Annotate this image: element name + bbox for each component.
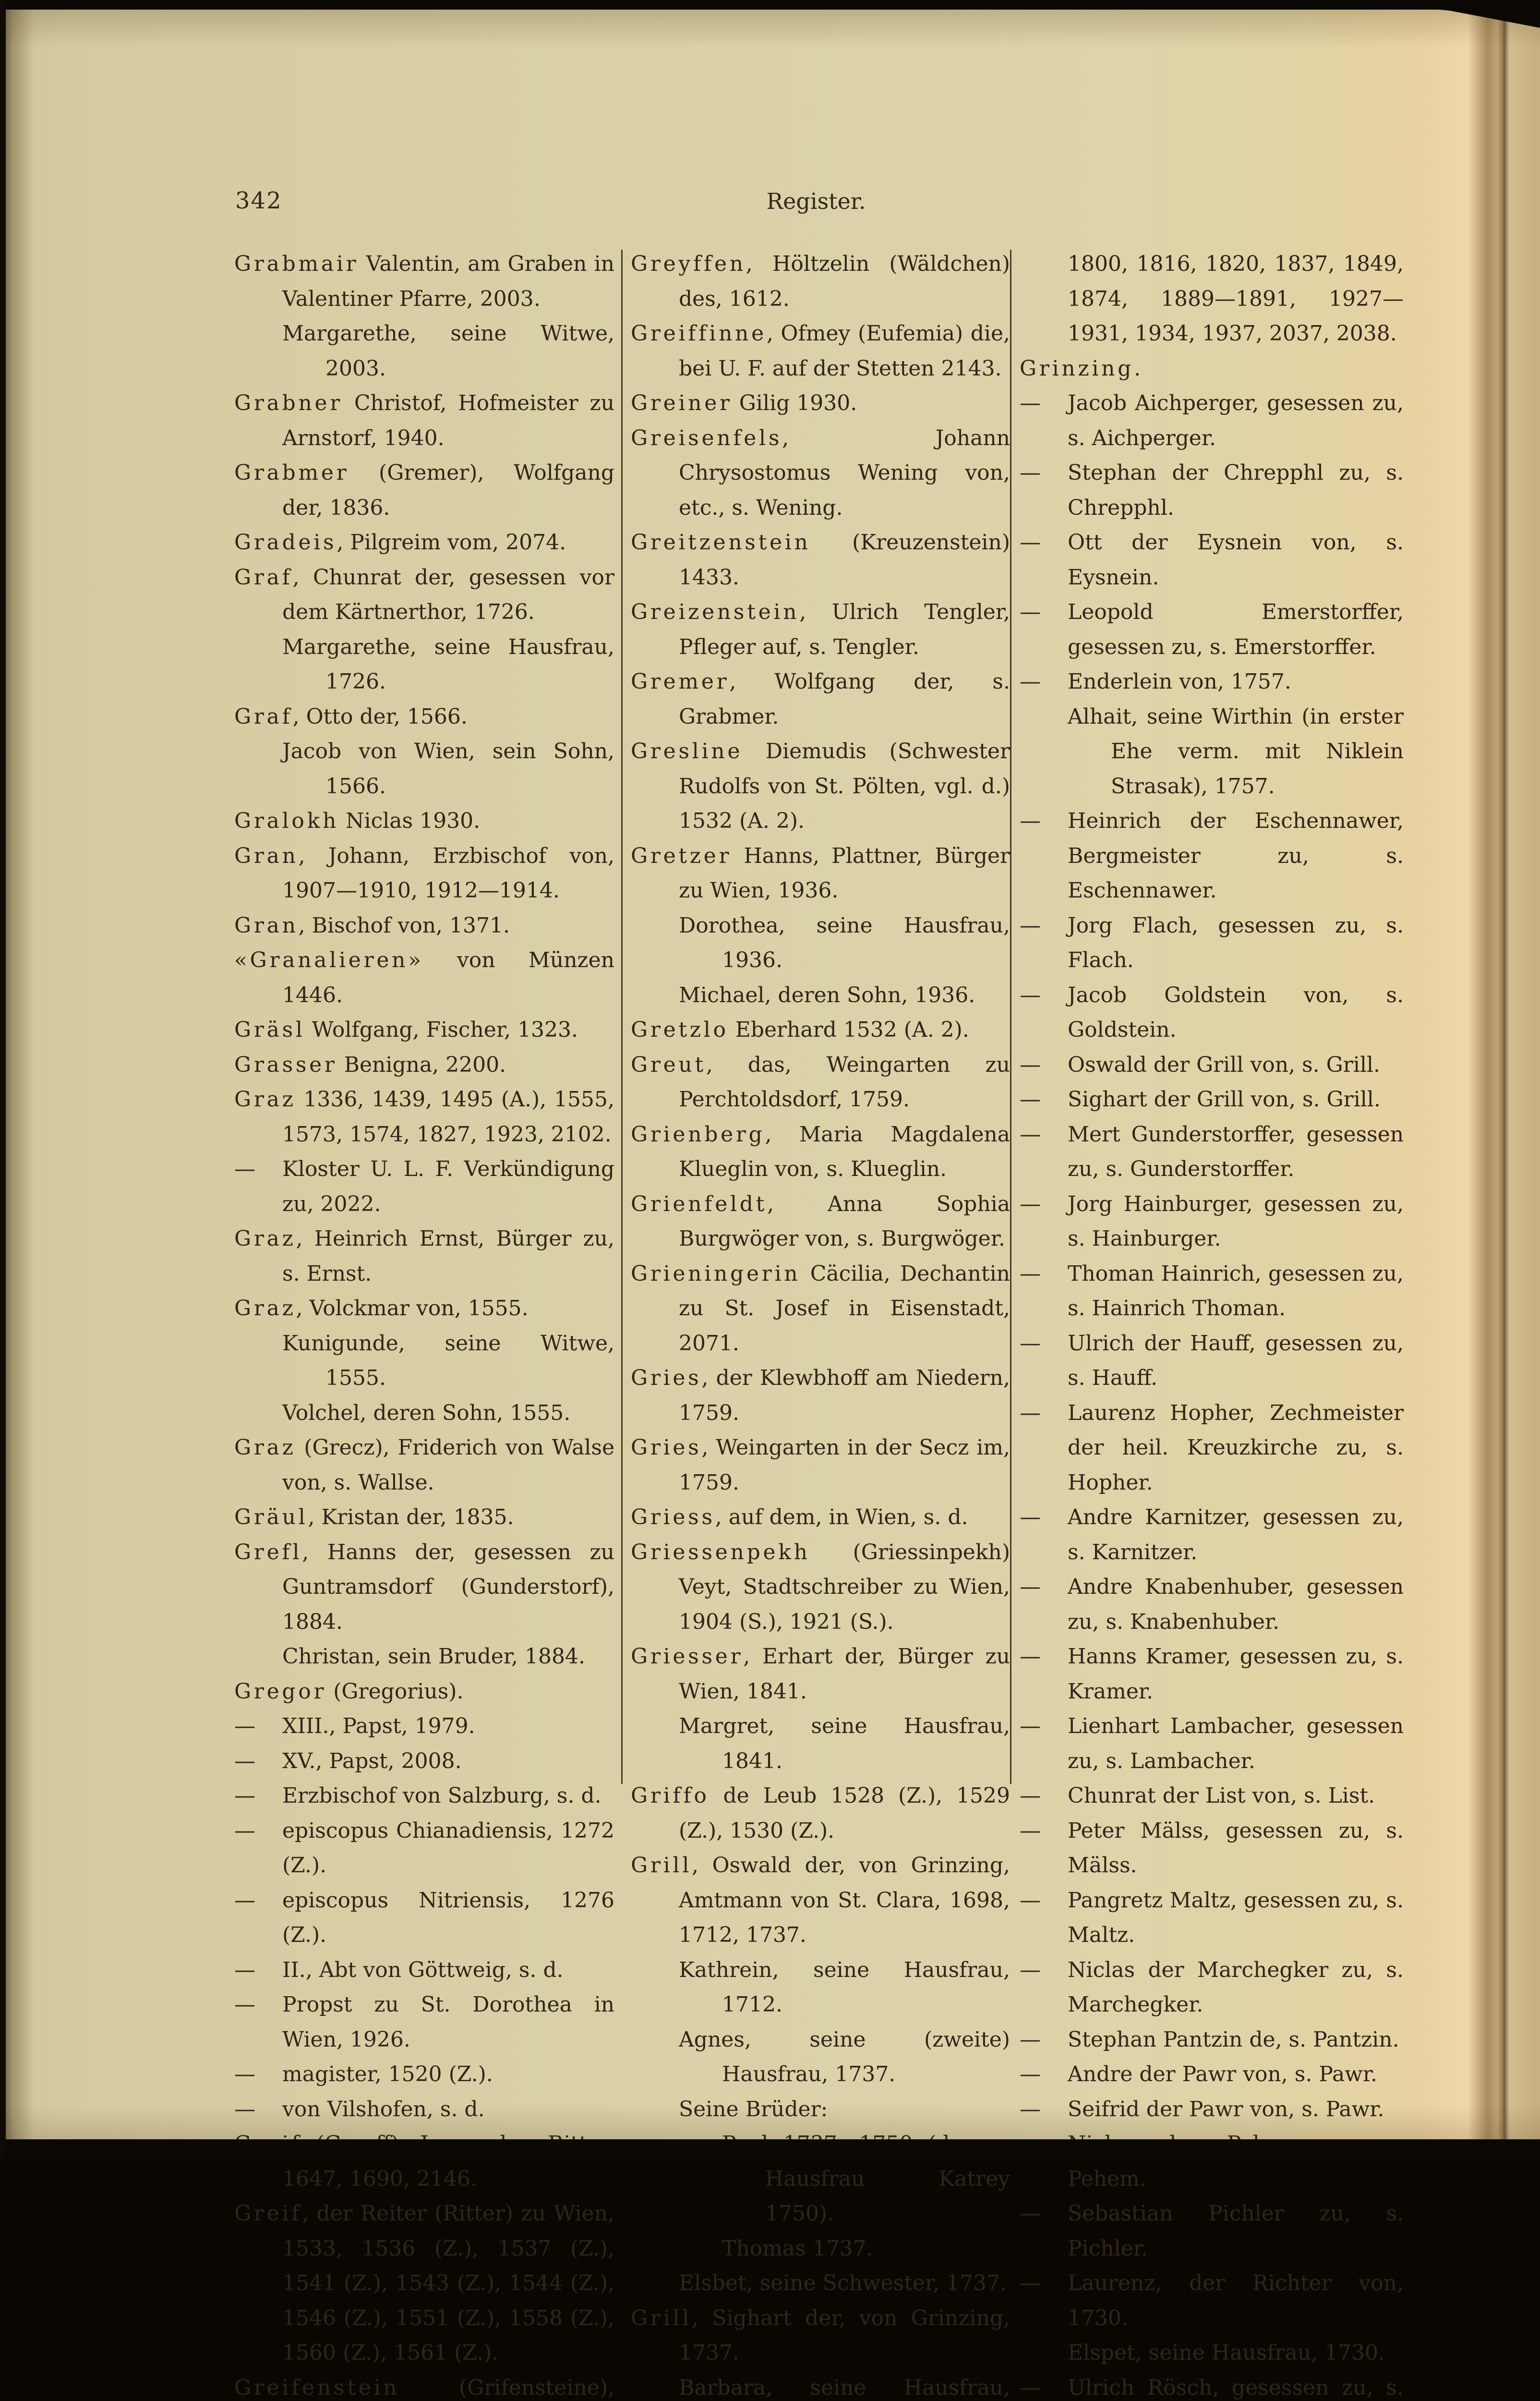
dash-marker: — [1020, 595, 1041, 630]
index-entry: — Hanns Kramer, gesessen zu, s. Kramer. [1020, 1639, 1404, 1709]
index-entry: — Andre Karnitzer, gesessen zu, s. Karnitzer. [1020, 1500, 1404, 1570]
index-entry: — Jacob Goldstein von, s. Goldstein. [1020, 978, 1404, 1048]
index-entry: Grasser Benigna, 2200. [234, 1048, 614, 1083]
dash-marker: — [234, 1709, 255, 1744]
dash-marker: — [1020, 1883, 1041, 1918]
index-entry: Graf, Chunrat der, gesessen vor dem Kärtnerthor, 1726. [234, 560, 614, 630]
entry-headword: Grill [631, 1853, 692, 1878]
index-entry: Agnes, seine (zweite) Hausfrau, 1737. [631, 2023, 1010, 2092]
index-entry: Gräsl Wolfgang, Fischer, 1323. [234, 1013, 614, 1048]
dash-marker: — [1020, 2057, 1041, 2092]
scan-edge-top [0, 0, 1540, 10]
column-divider-left [621, 250, 623, 1784]
entry-headword: Gradeis [234, 530, 337, 555]
index-entry: Grill, Sighart der, von Grinzing, 1737. [631, 2301, 1010, 2371]
index-entry: Thomas 1737. [631, 2231, 1010, 2267]
index-entry: Graz (Grecz), Friderich von Walse von, s. Wallse. [234, 1431, 614, 1500]
index-entry: — von Vilshofen, s. d. [234, 2092, 614, 2127]
entry-headword: Grabner [234, 391, 343, 415]
index-entry: Gretzer Hanns, Plattner, Bürger zu Wien, 1936. [631, 839, 1010, 909]
index-entry [631, 2371, 1010, 2401]
index-entry [1020, 2371, 1404, 2401]
dash-marker: — [1020, 1500, 1041, 1535]
index-entry: Gran, Bischof von, 1371. [234, 909, 614, 944]
index-entry: Graz, Volckmar von, 1555. [234, 1291, 614, 1326]
dash-marker: — [1020, 1117, 1041, 1152]
index-column-3 [1020, 247, 1404, 2401]
index-entry: Gran, Johann, Erzbischof von, 1907—1910, 1912—1914. [234, 839, 614, 909]
index-entry: Grieningerin Cäcilia, Dechantin zu St. Josef in Eisenstadt, 2071. [631, 1257, 1010, 1361]
index-entry: — Thoman Hainrich, gesessen zu, s. Hainrich Thoman. [1020, 1257, 1404, 1326]
dash-marker [1020, 2371, 1041, 2401]
dash-marker: — [1020, 456, 1041, 491]
index-entry: Gretzlo Eberhard 1532 (A. 2). [631, 1013, 1010, 1048]
index-entry: Michael, deren Sohn, 1936. [631, 978, 1010, 1013]
entry-headword: Grill [631, 2306, 692, 2330]
dash-marker: — [234, 1988, 255, 2023]
entry-headword: Grabmer [234, 461, 349, 485]
index-entry: Gralokh Niclas 1930. [234, 804, 614, 839]
index-entry: Grienfeldt, Anna Sophia Burgwöger von, s. Burgwöger. [631, 1187, 1010, 1257]
index-entry: — II., Abt von Göttweig, s. d. [234, 1953, 614, 1988]
dash-marker: — [1020, 1814, 1041, 1849]
dash-marker: — [234, 1779, 255, 1814]
dash-marker: — [1020, 2127, 1041, 2162]
entry-headword: Greisenfels [631, 426, 782, 450]
dash-marker: — [1020, 1082, 1041, 1117]
index-entry: Christan, sein Bruder, 1884. [234, 1639, 614, 1674]
dash-marker: — [1020, 2266, 1041, 2301]
entry-headword: Grefl [234, 1540, 302, 1564]
index-entry: — Andre Knabenhuber, gesessen zu, s. Knabenhuber. [1020, 1570, 1404, 1639]
entry-headword: Graz [234, 1435, 296, 1460]
index-entry: Grabner Christof, Hofmeister zu Arnstorf, 1940. [234, 386, 614, 456]
index-entry: Gries, Weingarten in der Secz im, 1759. [631, 1431, 1010, 1500]
index-entry: Greitzenstein (Kreuzenstein) 1433. [631, 525, 1010, 595]
index-entry: Graz 1336, 1439, 1495 (A.), 1555, 1573, 1574, 1827, 1923, 2102. [234, 1082, 614, 1152]
entry-headword: Grienberg [631, 1122, 765, 1147]
index-entry: — XV., Papst, 2008. [234, 1744, 614, 1779]
index-entry: — Oswald der Grill von, s. Grill. [1020, 1048, 1404, 1083]
entry-headword: Gries [631, 1435, 701, 1460]
index-entry: Volchel, deren Sohn, 1555. [234, 1396, 614, 1431]
entry-headword: Grinzing [1020, 356, 1134, 381]
index-entry: Paul 1737, 1750 (dessen Hausfrau Katrey 1750). [631, 2127, 1010, 2231]
index-entry: Alhait, seine Wirthin (in erster Ehe verm. mit Niklein Strasak), 1757. [1020, 700, 1404, 804]
entry-headword: Greif [234, 2132, 302, 2156]
page-fold-shadow [1497, 0, 1509, 2158]
index-entry: — Andre der Pawr von, s. Pawr. [1020, 2057, 1404, 2092]
dash-marker: — [1020, 525, 1041, 560]
entry-headword: Grienfeldt [631, 1192, 767, 1216]
index-entry: Kunigunde, seine Witwe, 1555. [234, 1326, 614, 1396]
entry-headword: Griess [631, 1505, 715, 1529]
index-entry: Grabmair Valentin, am Graben in Valentiner Pfarre, 2003. [234, 247, 614, 316]
index-entry: Griess, auf dem, in Wien, s. d. [631, 1500, 1010, 1535]
entry-headword: Grasser [234, 1053, 337, 1077]
index-entry: Kathrein, seine Hausfrau, 1712. [631, 1953, 1010, 2023]
index-entry: — magister, 1520 (Z.). [234, 2057, 614, 2092]
index-entry: Margret, seine Hausfrau, 1841. [631, 1709, 1010, 1779]
index-entry: — Jorg Hainburger, gesessen zu, s. Hainburger. [1020, 1187, 1404, 1257]
index-entry: — Leopold Emerstorffer, gesessen zu, s. Emerstorffer. [1020, 595, 1404, 665]
index-entry: Gradeis, Pilgreim vom, 2074. [234, 525, 614, 560]
index-entry: — Peter Mälss, gesessen zu, s. Mälss. [1020, 1814, 1404, 1883]
entry-headword: Gran [234, 913, 299, 938]
entry-headword: Graz [234, 1226, 296, 1251]
index-entry: Grienberg, Maria Magdalena Klueglin von, s. Klueglin. [631, 1117, 1010, 1187]
dash-marker: — [1020, 804, 1041, 839]
index-entry: — Niclas der Pehem zu, s. Pehem. [1020, 2127, 1404, 2196]
index-entry: Margarethe, seine Hausfrau, 1726. [234, 630, 614, 700]
index-entry: Greiner Gilig 1930. [631, 386, 1010, 421]
index-entry: Gresline Diemudis (Schwester Rudolfs von St. Pölten, vgl. d.) 1532 (A. 2). [631, 734, 1010, 839]
dash-marker: — [234, 1152, 255, 1187]
index-entry: Greiffinne, Ofmey (Eufemia) die, bei U. F. auf der Stetten 2143. [631, 316, 1010, 386]
dash-marker: — [234, 2057, 255, 2092]
index-entry: 1800, 1816, 1820, 1837, 1849, 1874, 1889—1891, 1927—1931, 1934, 1937, 2037, 2038. [1020, 247, 1404, 352]
index-entry: Elspet, seine Hausfrau, 1730. [1020, 2336, 1404, 2371]
dash-marker: — [1020, 1639, 1041, 1674]
entry-headword: Greiffinne [631, 321, 767, 346]
entry-headword: Graz [234, 1296, 296, 1321]
entry-headword: Griffo [631, 1783, 710, 1808]
index-entry: — Jacob Aichperger, gesessen zu, s. Aichperger. [1020, 386, 1404, 456]
index-entry: Seine Brüder: [631, 2092, 1010, 2127]
dash-marker: — [234, 1744, 255, 1779]
entry-headword: Gregor [234, 1679, 326, 1704]
entry-headword: Grieningerin [631, 1261, 800, 1286]
entry-headword: Greizenstein [631, 600, 799, 624]
dash-marker: — [1020, 386, 1041, 421]
index-entry: Greizenstein, Ulrich Tengler, Pfleger auf, s. Tengler. [631, 595, 1010, 665]
index-entry: «Granalieren» von Münzen 1446. [234, 943, 614, 1013]
dash-marker: — [1020, 2196, 1041, 2231]
entry-headword: «Granalieren» [234, 948, 424, 972]
index-entry: — Lienhart Lambacher, gesessen zu, s. Lambacher. [1020, 1709, 1404, 1779]
index-entry: — Propst zu St. Dorothea in Wien, 1926. [234, 1988, 614, 2057]
dash-marker: — [1020, 978, 1041, 1013]
index-entry: — Heinrich der Eschennawer, Bergmeister zu, s. Eschennawer. [1020, 804, 1404, 909]
entry-headword: Gremer [631, 669, 729, 694]
dash-marker: — [1020, 1048, 1041, 1083]
entry-headword: Gresline [631, 739, 743, 764]
index-entry: Greyffen, Höltzelin (Wäldchen) des, 1612. [631, 247, 1010, 316]
index-entry: Gräul, Kristan der, 1835. [234, 1500, 614, 1535]
entry-headword: Griesser [631, 1644, 743, 1669]
index-entry: Greisenfels, Johann Chrysostomus Wening von, etc., s. Wening. [631, 421, 1010, 526]
entry-headword [234, 2376, 399, 2400]
dash-marker: — [1020, 1953, 1041, 1988]
entry-headword: Greif [234, 2201, 302, 2226]
index-entry: — Niclas der Marchegker zu, s. Marchegker. [1020, 1953, 1404, 2023]
dash-marker: — [1020, 1709, 1041, 1744]
entry-headword: Greyffen [631, 252, 746, 276]
index-entry: Greif (Greyff), Janns der, Ritter, 1647, 1690, 2146. [234, 2127, 614, 2196]
entry-headword: Gretzer [631, 844, 732, 868]
index-entry: — Enderlein von, 1757. [1020, 665, 1404, 700]
index-entry: Elsbet, seine Schwester, 1737. [631, 2266, 1010, 2301]
index-column-2 [631, 247, 1010, 2401]
index-entry: Grabmer (Gremer), Wolfgang der, 1836. [234, 456, 614, 525]
dash-marker: — [1020, 665, 1041, 700]
dash-marker: — [1020, 1570, 1041, 1605]
index-entry: Gregor (Gregorius). [234, 1674, 614, 1710]
index-entry: — Laurenz Hopher, Zechmeister der heil. Kreuzkirche zu, s. Hopher. [1020, 1396, 1404, 1501]
column-divider-right [1010, 250, 1011, 1784]
entry-headword: Gran [234, 844, 299, 868]
dash-marker: — [1020, 1257, 1041, 1292]
index-entry: Greut, das, Weingarten zu Perchtoldsdorf, 1759. [631, 1048, 1010, 1117]
page-number: 342 [235, 187, 282, 214]
index-entry: — Jorg Flach, gesessen zu, s. Flach. [1020, 909, 1404, 978]
dash-marker: — [234, 1883, 255, 1918]
index-entry: — Sighart der Grill von, s. Grill. [1020, 1082, 1404, 1117]
scan-edge-left [0, 0, 6, 2158]
entry-headword: Gries [631, 1366, 701, 1390]
index-entry: Dorothea, seine Hausfrau, 1936. [631, 909, 1010, 978]
index-entry: Grefl, Hanns der, gesessen zu Guntramsdorf (Gunderstorf), 1884. [234, 1535, 614, 1640]
dash-marker: — [1020, 2023, 1041, 2058]
entry-headword: Gräsl [234, 1018, 305, 1042]
index-entry: Grinzing. [1020, 352, 1404, 387]
index-entry: Griessenpekh (Griessinpekh) Veyt, Stadtschreiber zu Wien, 1904 (S.), 1921 (S.). [631, 1535, 1010, 1640]
dash-marker: — [1020, 1779, 1041, 1814]
entry-headword: Gralokh [234, 809, 339, 833]
dash-marker: — [234, 2092, 255, 2127]
scan-edge-bottom [0, 2139, 1540, 2158]
entry-headword: Gretzlo [631, 1018, 729, 1042]
index-entry: — Seifrid der Pawr von, s. Pawr. [1020, 2092, 1404, 2127]
index-entry: Gremer, Wolfgang der, s. Grabmer. [631, 665, 1010, 734]
index-entry: — Erzbischof von Salzburg, s. d. [234, 1779, 614, 1814]
index-column-1 [234, 247, 614, 2401]
running-header: Register. [235, 188, 1397, 214]
index-entry: — Chunrat der List von, s. List. [1020, 1779, 1404, 1814]
index-entry: — Sebastian Pichler zu, s. Pichler. [1020, 2196, 1404, 2266]
entry-headword: Graz [234, 1087, 296, 1112]
entry-headword: Griessenpekh [631, 1540, 810, 1564]
index-entry: Jacob von Wien, sein Sohn, 1566. [234, 734, 614, 804]
dash-marker: — [1020, 909, 1041, 944]
index-entry: Greif, der Reiter (Ritter) zu Wien, 1533, 1536 (Z.), 1537 (Z.), 1541 (Z.), 1543 (Z.), 1544 (Z.), 1546 (Z.), 1551 (Z.), 1558 (Z.), 1560 (Z.), 1561 (Z.). [234, 2196, 614, 2371]
index-entry: Griesser, Erhart der, Bürger zu Wien, 1841. [631, 1639, 1010, 1709]
dash-marker: — [1020, 1187, 1041, 1222]
entry-headword: Gräul [234, 1505, 308, 1529]
index-entry: Graz, Heinrich Ernst, Bürger zu, s. Ernst. [234, 1222, 614, 1291]
index-entry: — episcopus Nitriensis, 1276 (Z.). [234, 1883, 614, 1953]
entry-headword: Greitzenstein [631, 530, 811, 555]
index-entry: — Pangretz Maltz, gesessen zu, s. Maltz. [1020, 1883, 1404, 1953]
dash-marker: — [1020, 2092, 1041, 2127]
index-entry: Griffo de Leub 1528 (Z.), 1529 (Z.), 1530 (Z.). [631, 1779, 1010, 1848]
index-entry: Gries, der Klewbhoff am Niedern, 1759. [631, 1361, 1010, 1431]
index-entry: — XIII., Papst, 1979. [234, 1709, 614, 1744]
entry-headword: Graf [234, 565, 293, 590]
index-entry: — Stephan Pantzin de, s. Pantzin. [1020, 2023, 1404, 2058]
index-entry: — Stephan der Chrepphl zu, s. Chrepphl. [1020, 456, 1404, 525]
entry-headword: Greiner [631, 391, 733, 415]
index-entry: — Mert Gunderstorffer, gesessen zu, s. Gunderstorffer. [1020, 1117, 1404, 1187]
entry-headword: Greut [631, 1053, 706, 1077]
dash-marker: — [1020, 1396, 1041, 1431]
index-entry [234, 2371, 614, 2401]
index-entry: Graf, Otto der, 1566. [234, 700, 614, 735]
index-entry: — episcopus Chianadiensis, 1272 (Z.). [234, 1814, 614, 1883]
dash-marker: — [234, 1953, 255, 1988]
index-entry: — Ulrich der Hauff, gesessen zu, s. Hauff. [1020, 1326, 1404, 1396]
dash-marker: — [234, 1814, 255, 1849]
index-entry: — Laurenz, der Richter von, 1730. [1020, 2266, 1404, 2336]
index-entry: Grill, Oswald der, von Grinzing, Amtmann von St. Clara, 1698, 1712, 1737. [631, 1848, 1010, 1953]
dash-marker: — [1020, 1326, 1041, 1361]
index-entry: Margarethe, seine Witwe, 2003. [234, 316, 614, 386]
entry-headword: Graf [234, 704, 293, 729]
entry-headword: Grabmair [234, 252, 359, 276]
index-entry: — Kloster U. L. F. Verkündigung zu, 2022. [234, 1152, 614, 1222]
index-entry: — Ott der Eysnein von, s. Eysnein. [1020, 525, 1404, 595]
